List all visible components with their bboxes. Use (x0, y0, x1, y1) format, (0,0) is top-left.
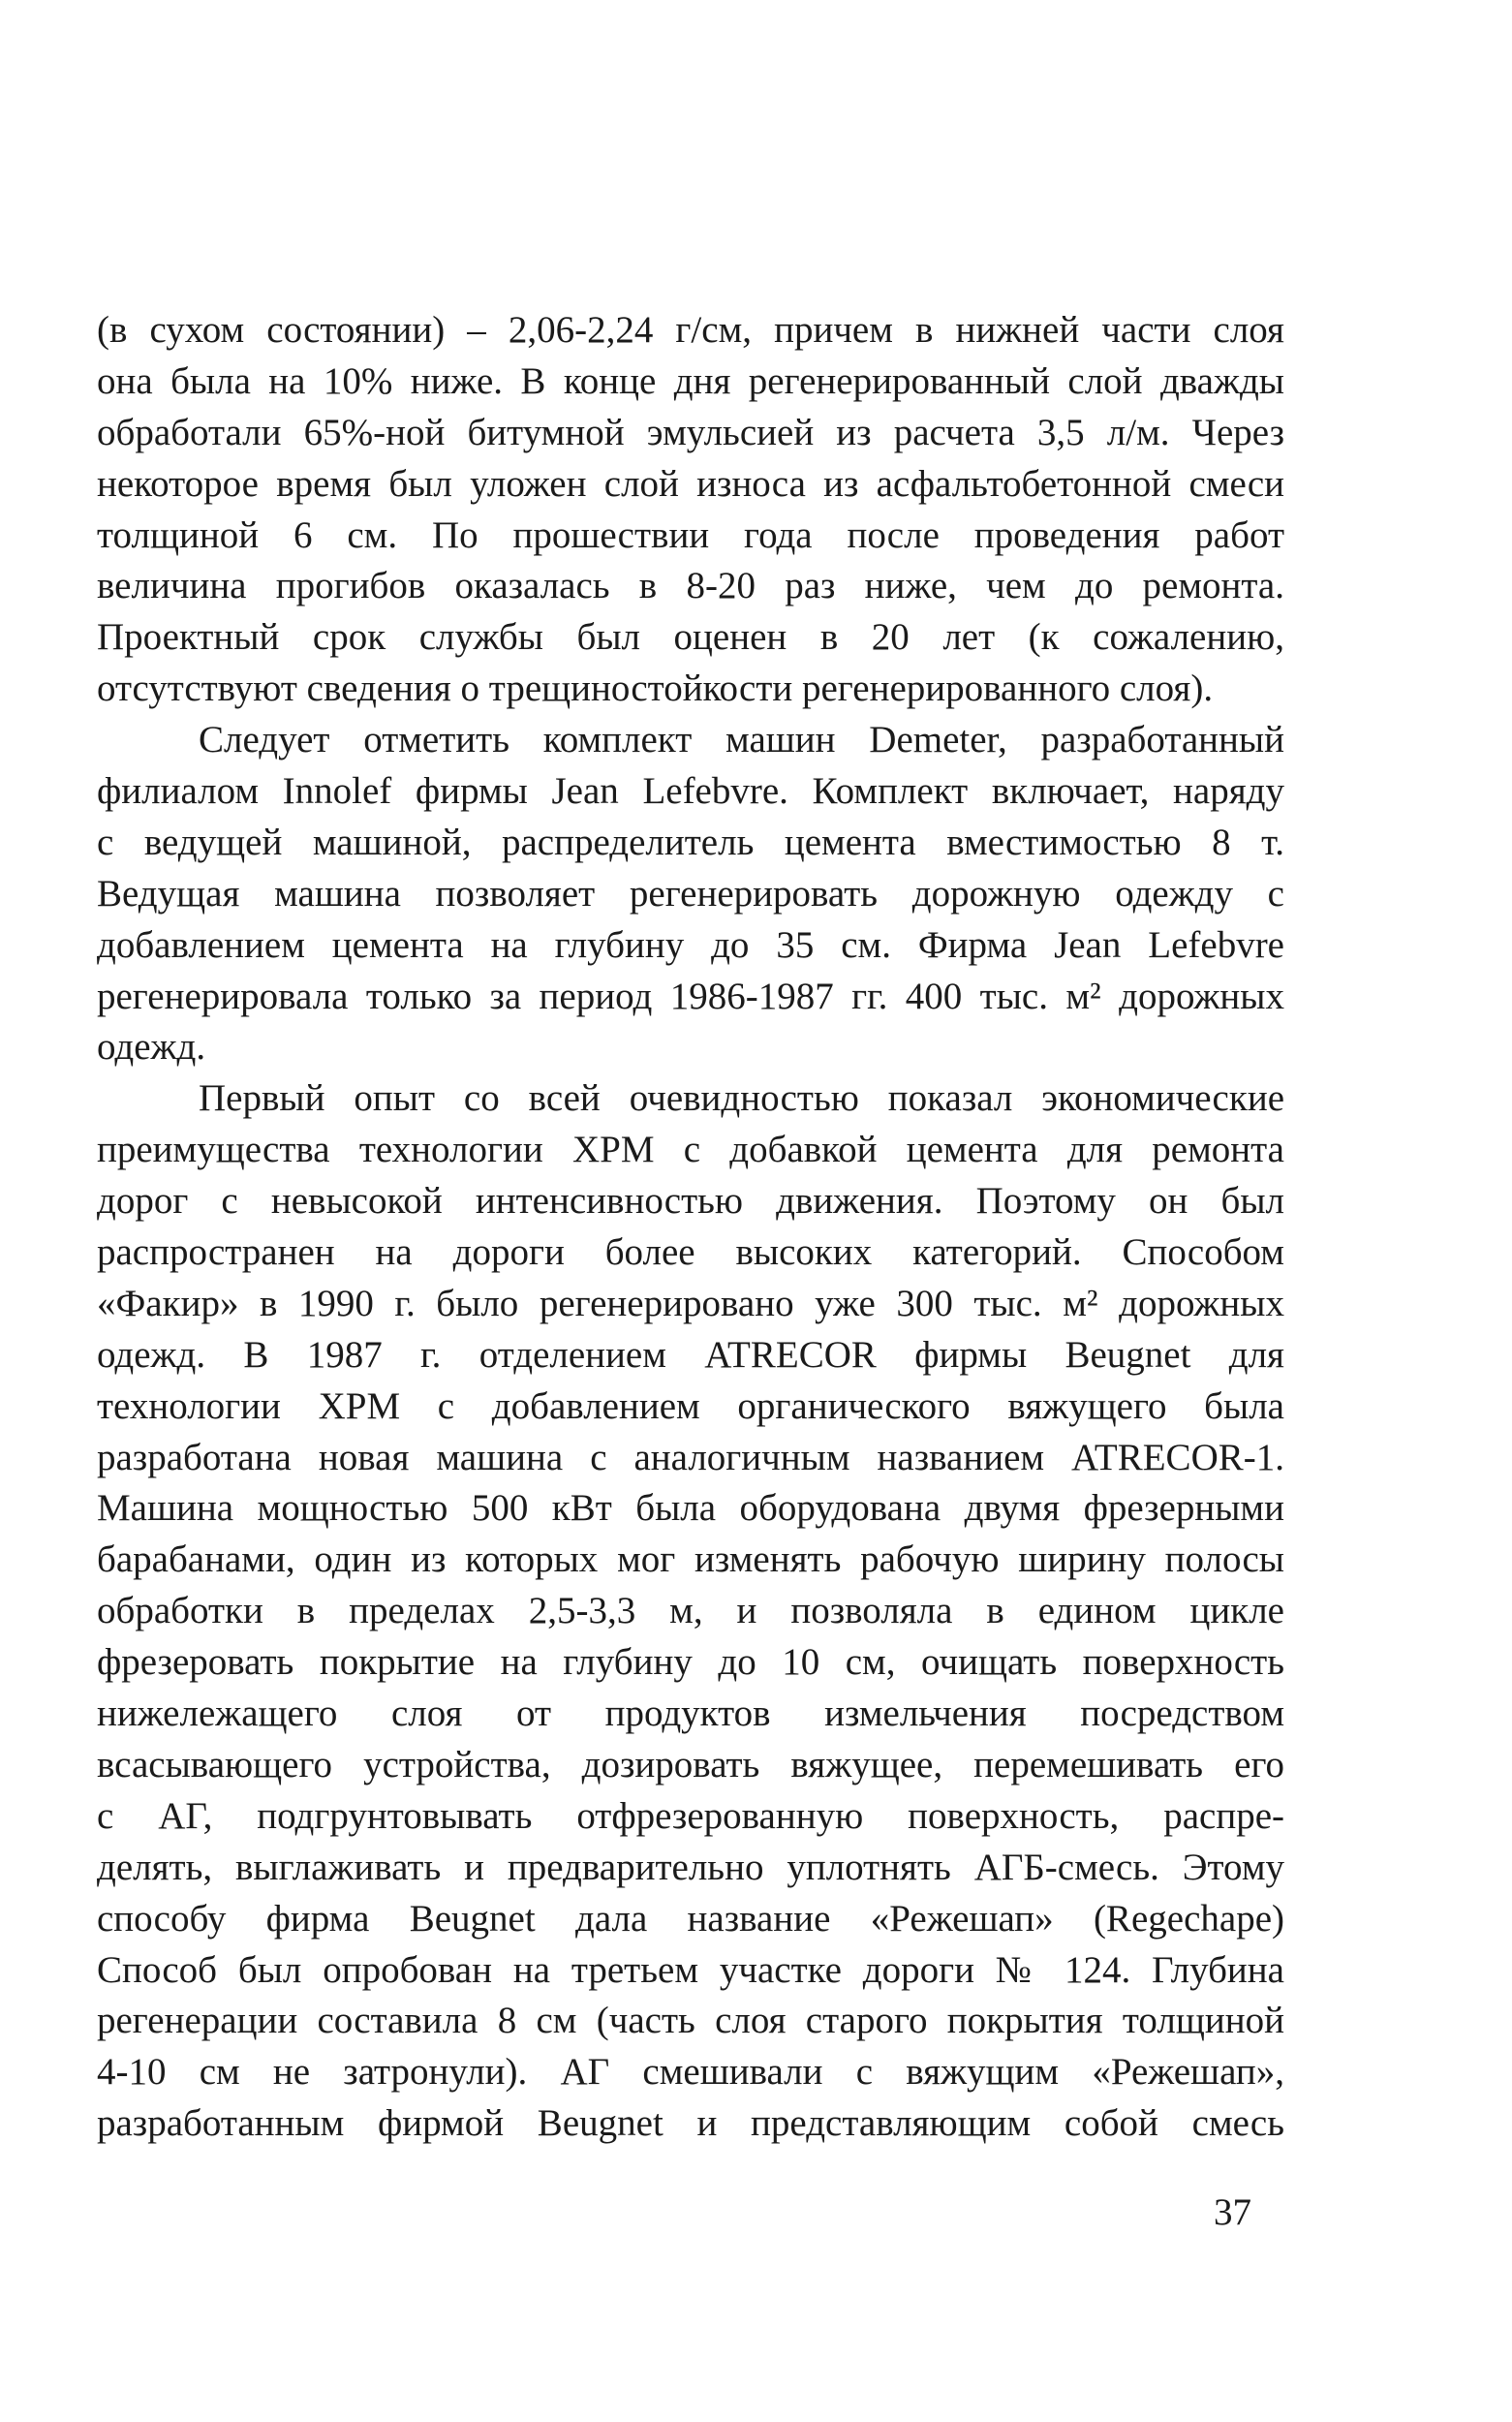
text-line: всасывающего устройства, дозировать вяжущее, перемешивать его (97, 1743, 1284, 1785)
text-line: фрезеровать покрытие на глубину до 10 см, очищать поверхность (97, 1641, 1284, 1684)
text-line: одежд. (97, 1026, 206, 1069)
text-line: Проектный срок службы был оценен в 20 лет (к сожалению, (97, 616, 1284, 659)
text-line: «Факир» в 1990 г. было регенерировано уже 300 тыс. м² дорожных (97, 1282, 1284, 1324)
text-line: способу фирма Beugnet дала название «Режешап» (Regechape) (97, 1897, 1284, 1940)
text-line: отсутствуют сведения о трещиностойкости регенерированного слоя). (97, 668, 1214, 710)
text-line: филиалом Innolef фирмы Jean Lefebvre. Комплект включает, наряду (97, 770, 1284, 813)
text-line: делять, выглаживать и предварительно уплотнять АГБ-смесь. Этому (97, 1846, 1284, 1888)
text-line: распространен на дороги более высоких категорий. Способом (97, 1231, 1284, 1274)
text-line: величина прогибов оказалась в 8-20 раз ниже, чем до ремонта. (97, 565, 1284, 607)
text-line: обработали 65%-ной битумной эмульсией из расчета 3,5 л/м. Через (97, 411, 1284, 453)
text-line: с ведущей машиной, распределитель цемента вместимостью 8 т. (97, 821, 1284, 863)
text-line: обработки в пределах 2,5-3,3 м, и позволяла в едином цикле (97, 1590, 1284, 1632)
text-line: некоторое время был уложен слой износа из асфальтобетонной смеси (97, 462, 1284, 505)
text-line: Следует отметить комплект машин Demeter, разработанный (199, 719, 1284, 761)
page-text (97, 305, 1284, 2150)
text-line: регенерировала только за период 1986-1987 гг. 400 тыс. м² дорожных (97, 975, 1284, 1017)
text-line: она была на 10% ниже. В конце дня регенерированный слой дважды (97, 359, 1284, 402)
text-line: Первый опыт со всей очевидностью показал экономические (199, 1077, 1284, 1120)
text-line: Ведущая машина позволяет регенерировать дорожную одежду с (97, 872, 1284, 915)
text-line: 4-10 см не затронули). АГ смешивали с вяжущим «Режешап», (97, 2051, 1284, 2094)
text-line: дорог с невысокой интенсивностью движения. Поэтому он был (97, 1180, 1284, 1223)
text-line: преимущества технологии ХРМ с добавкой цемента для ремонта (97, 1129, 1284, 1171)
page-number: 37 (1214, 2191, 1251, 2233)
text-line: Способ был опробован на третьем участке дороги № 124. Глубина (97, 1948, 1284, 1991)
text-line: добавлением цемента на глубину до 35 см. Фирма Jean Lefebvre (97, 923, 1284, 966)
text-line: разработанным фирмой Beugnet и представляющим собой смесь (97, 2102, 1284, 2145)
text-line: (в сухом состоянии) – 2,06-2,24 г/см, причем в нижней части слоя (97, 309, 1284, 351)
paragraph-1 (97, 305, 1284, 715)
text-line: одежд. В 1987 г. отделением ATRECOR фирмы Beugnet для (97, 1333, 1284, 1376)
text-line: нижележащего слоя от продуктов измельчения посредством (97, 1692, 1284, 1735)
text-line: барабанами, один из которых мог изменять рабочую ширину полосы (97, 1538, 1284, 1581)
paragraph-3 (97, 1073, 1284, 2150)
text-line: регенерации составила 8 см (часть слоя старого покрытия толщиной (97, 2000, 1284, 2042)
paragraph-2 (97, 715, 1284, 1073)
text-line: Машина мощностью 500 кВт была оборудована двумя фрезерными (97, 1487, 1284, 1530)
text-line: технологии ХРМ с добавлением органического вяжущего была (97, 1384, 1284, 1427)
text-line: толщиной 6 см. По прошествии года после проведения работ (97, 513, 1284, 556)
text-line: с АГ, подгрунтовывать отфрезерованную поверхность, распре- (97, 1794, 1284, 1837)
text-line: разработана новая машина с аналогичным названием ATRECOR-1. (97, 1436, 1284, 1478)
